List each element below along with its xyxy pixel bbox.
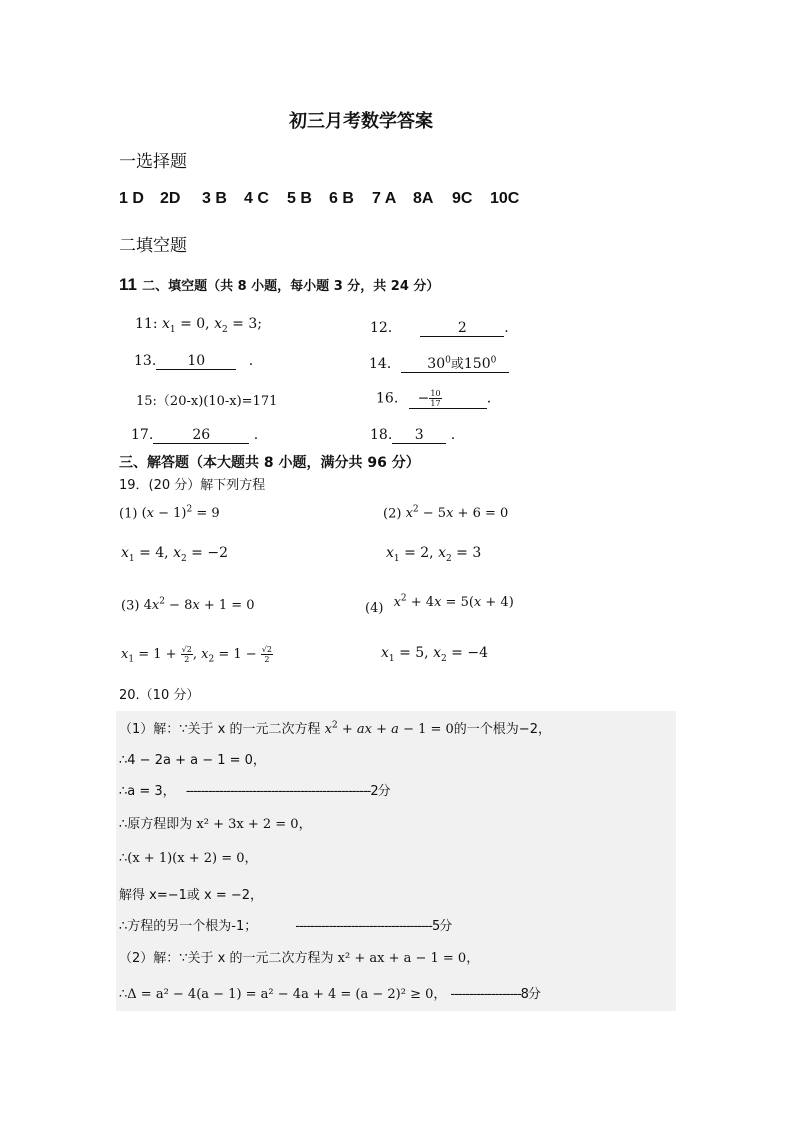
q14-answer-a: 30	[427, 356, 446, 372]
fill-intro	[119, 275, 439, 295]
q16-period: .	[486, 390, 492, 407]
fill-q16	[376, 389, 491, 409]
sol-line-3-text: ∴a = 3，	[119, 784, 176, 799]
q12-period: .	[504, 320, 509, 336]
answer-6: 6 B	[329, 190, 354, 207]
sol-line-9	[119, 983, 540, 1002]
q19-part1-answer: $x_1 = 4$, $x_2 = -2$	[121, 545, 229, 564]
fill-q15: 15:（20-x)(10-x)=171	[136, 394, 278, 409]
fill-q14	[369, 353, 509, 373]
q14-answer	[401, 353, 509, 373]
answer-1: 1 D	[119, 190, 144, 207]
q13-answer: 10	[156, 353, 236, 370]
q19-part1-label: (1)	[119, 506, 138, 522]
sol-line-7-score: -------------------------------------5分	[295, 919, 452, 934]
section-heading-solve: 三、解答题（本大题共 8 小题，满分共 96 分）	[119, 455, 420, 471]
q12-answer: 2	[420, 320, 504, 337]
sol-line-4	[119, 813, 312, 832]
q19-part3-label: (3)	[121, 598, 140, 614]
choice-answer-list	[119, 190, 519, 208]
q13-period: .	[248, 353, 254, 369]
fill-q11: 11: $x_1 = 0$, $x_2 = 3$;	[135, 316, 262, 335]
sol-line-4-text: ∴原方程即为	[119, 817, 193, 832]
q16-minus: −	[417, 390, 430, 407]
q19-part3: (3) $4x^2 - 8x + 1 = 0$	[121, 597, 255, 614]
sol-line-1-eq: $x^2$ + ax + a − 1 = 0	[324, 720, 454, 737]
q14-answer-b: 150	[463, 356, 491, 372]
sol-line-7	[119, 915, 451, 934]
q20-heading: 20.（10 分）	[119, 688, 200, 703]
sol-line-2: ∴4 − 2a + a − 1 = 0，	[119, 753, 266, 768]
q17-period: .	[253, 427, 259, 443]
q16-denominator: 17	[430, 399, 441, 408]
sol-line-1	[119, 718, 551, 737]
answer-3: 3 B	[202, 190, 227, 207]
answer-7: 7 A	[372, 190, 397, 207]
fill-q13	[134, 353, 253, 370]
sol-line-1-tail: 的一个根为−2，	[453, 722, 551, 737]
sol-line-8-eq: x² + ax + a − 1 = 0，	[337, 951, 480, 966]
q16-fraction	[429, 389, 441, 408]
q16-numerator: 10	[430, 389, 441, 398]
q11-label: 11:	[135, 316, 158, 332]
q14-label: 14．	[369, 356, 401, 372]
sol-line-5: ∴(x + 1)(x + 2) = 0，	[119, 851, 258, 866]
q14-degree-a: 0	[445, 355, 451, 366]
q19-part1: (1) $(x - 1)^2 = 9$	[119, 505, 220, 522]
sol-line-3-score: --------------------------------------------------2分	[185, 784, 390, 799]
q14-or: 或	[450, 357, 464, 372]
q19-part4-label: (4)	[365, 601, 384, 617]
fill-intro-text: 二、填空题（共 8 小题，每小题 3 分，共 24 分）	[142, 279, 440, 294]
q18-answer: 3	[392, 427, 446, 444]
section-heading-choice: 一选择题	[119, 152, 187, 172]
answer-10: 10C	[490, 190, 520, 207]
sol-line-9-score: -------------------8分	[450, 987, 540, 1002]
q16-answer	[409, 389, 487, 409]
q19-part2-answer: $x_1 = 2$, $x_2 = 3$	[386, 545, 482, 564]
sol-line-9-eq: ∴Δ = a² − 4(a − 1) = a² − 4a + 4 = (a − 2)² ≥ 0，	[119, 987, 447, 1002]
q18-period: .	[450, 427, 456, 443]
q19-heading: 19．(20 分）解下列方程	[119, 478, 266, 493]
q17-label: 17.	[131, 427, 154, 443]
section-heading-fill: 二填空题	[119, 236, 187, 256]
sol-line-7-text: ∴方程的另一个根为-1；	[119, 919, 258, 934]
sol-line-1-text: （1）解：∵关于 x 的一元二次方程	[119, 722, 321, 737]
sol-line-4-eq: x² + 3x + 2 = 0，	[196, 817, 312, 832]
q19-part4: (4) $x^2 + 4x = 5(x + 4)$	[365, 594, 514, 617]
sol-line-8	[119, 947, 479, 966]
fill-q12	[370, 317, 509, 337]
sol-line-6: 解得 x=−1或 x = −2，	[119, 888, 264, 903]
q16-label: 16.	[376, 390, 399, 407]
sol-line-8-text: （2）解：∵关于 x 的一元二次方程为	[119, 951, 334, 966]
q18-label: 18.	[370, 427, 393, 443]
page-title: 初三月考数学答案	[289, 111, 433, 132]
fill-q18	[370, 427, 455, 444]
q12-label: 12．	[370, 320, 402, 336]
q13-label: 13.	[134, 353, 157, 369]
fill-intro-number: 11	[119, 275, 137, 294]
q14-degree-b: 0	[490, 355, 497, 366]
answer-4: 4 C	[244, 190, 269, 207]
answer-2: 2D	[160, 190, 181, 207]
answer-8: 8A	[413, 190, 434, 207]
fill-q17	[131, 427, 258, 444]
q19-part2-label: (2)	[383, 506, 402, 522]
sol-line-3	[119, 780, 390, 799]
answer-5: 5 B	[287, 190, 312, 207]
q19-part4-answer: $x_1 = 5$, $x_2 = -4$	[381, 645, 489, 664]
q19-part2: (2) $x^2 - 5x + 6 = 0$	[383, 505, 509, 522]
q17-answer: 26	[153, 427, 249, 444]
q19-part3-answer: $x_1 = 1$ + $\frac{√2}{2}$ , $x_2 = 1$ − $\frac{√2}{2}$	[121, 645, 272, 665]
answer-9: 9C	[452, 190, 473, 207]
